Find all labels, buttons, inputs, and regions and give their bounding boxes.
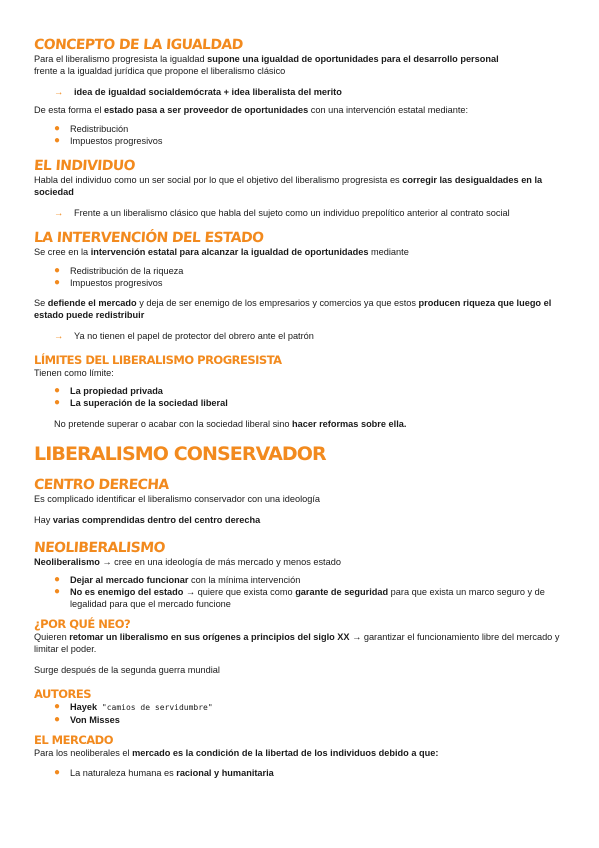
paragraph <box>34 104 565 116</box>
bold-text: retomar un liberalismo en sus orígenes a principios del siglo XX <box>69 632 350 642</box>
text: Impuestos progresivos <box>70 136 163 146</box>
text: para que exista un marco seguro y de legalidad para que el mercado funcione <box>70 587 545 609</box>
bold-text: intervención estatal para alcanzar la igualdad de oportunidades <box>90 247 369 257</box>
list-item <box>34 265 565 277</box>
heading-intervencion-estado: LA INTERVENCIÓN DEL ESTADO <box>33 230 264 246</box>
bold-text: mercado es la condición de la libertad de los individuos debido a que: <box>132 748 439 758</box>
text: con la mínima intervención <box>188 575 301 585</box>
bold-text: Von Misses <box>70 715 120 725</box>
text: → quiere que exista como <box>183 587 296 597</box>
bullet-icon: ● <box>54 701 61 712</box>
quote-text: "camios de servidumbre" <box>97 703 213 712</box>
bold-text: La propiedad privada <box>70 386 163 396</box>
paragraph <box>34 514 565 526</box>
bullet-icon: ● <box>54 714 61 725</box>
list-item <box>34 277 565 289</box>
heading-autores: AUTORES <box>34 687 91 701</box>
paragraph <box>34 297 565 321</box>
text: Se <box>34 298 48 308</box>
text: La naturaleza humana es <box>70 768 177 778</box>
list-item <box>34 701 565 714</box>
bold-text: La superación de la sociedad liberal <box>70 398 228 408</box>
bold-text: varias comprendidas dentro del centro derecha <box>52 515 261 525</box>
main-title: LIBERALISMO CONSERVADOR <box>34 443 326 465</box>
text: frente a la igualdad jurídica que propone el liberalismo clásico <box>34 66 286 76</box>
paragraph: Es complicado identificar el liberalismo conservador con una ideología <box>34 494 320 504</box>
text: Frente a un liberalismo clásico que habla del sujeto como un individuo prepolítico anterior al contrato social <box>74 208 510 218</box>
text: → cree en una ideología de más mercado y menos estado <box>99 557 341 567</box>
text: Habla del individuo como un ser social por lo que el objetivo del liberalismo progresista es <box>34 175 403 185</box>
bullet-list <box>34 265 565 289</box>
bold-text: hacer reformas sobre ella. <box>292 419 407 429</box>
text: Hay <box>34 515 53 525</box>
paragraph <box>34 53 565 77</box>
bullet-list <box>34 574 565 610</box>
heading-centro-derecha: CENTRO DERECHA <box>33 477 170 493</box>
list-item <box>34 397 565 409</box>
bold-text: garante de seguridad <box>295 587 389 597</box>
bullet-list <box>34 701 565 726</box>
text: De esta forma el <box>34 105 104 115</box>
bullet-list <box>34 123 565 147</box>
paragraph: Tienen como límite: <box>34 368 114 378</box>
bold-text: Dejar al mercado funcionar <box>70 575 189 585</box>
bullet-icon: ● <box>54 123 61 134</box>
bullet-icon: ● <box>54 135 61 146</box>
paragraph <box>34 418 565 430</box>
bold-text: No es enemigo del estado <box>70 587 184 597</box>
bullet-icon: ● <box>54 767 61 778</box>
bullet-icon: ● <box>54 265 61 276</box>
text: Redistribución de la riqueza <box>70 266 184 276</box>
bullet-list <box>34 767 565 779</box>
paragraph <box>34 246 565 258</box>
paragraph <box>34 631 565 655</box>
list-item <box>34 586 565 610</box>
text: Para los neoliberales el <box>34 748 133 758</box>
text: Redistribución <box>70 124 129 134</box>
bullet-icon: ● <box>54 574 61 585</box>
text: Quieren <box>34 632 70 642</box>
heading-neoliberalismo: NEOLIBERALISMO <box>33 540 166 556</box>
text: mediante <box>368 247 409 257</box>
text: Se cree en la <box>34 247 91 257</box>
heading-limites: LÍMITES DEL LIBERALISMO PROGRESISTA <box>34 353 282 367</box>
bold-text: defiende el mercado <box>47 298 137 308</box>
heading-concepto-igualdad: CONCEPTO DE LA IGUALDAD <box>33 37 244 53</box>
bold-text: corregir las desigualdades en la sociedad <box>34 175 543 197</box>
list-item <box>34 385 565 397</box>
list-item <box>34 135 565 147</box>
text: Impuestos progresivos <box>70 278 163 288</box>
arrow-icon: → <box>54 87 64 97</box>
paragraph <box>34 174 565 198</box>
arrow-note <box>34 86 565 98</box>
bold-text: Hayek <box>70 702 98 712</box>
bold-text: producen riqueza que luego el estado puede redistribuir <box>34 298 552 320</box>
paragraph <box>34 556 565 568</box>
list-item <box>34 123 565 135</box>
list-item <box>34 767 565 779</box>
arrow-note <box>34 207 565 219</box>
heading-por-que-neo: ¿POR QUÉ NEO? <box>34 617 131 631</box>
bold-text: idea de igualdad socialdemócrata + idea liberalista del merito <box>74 87 342 97</box>
bold-text: Neoliberalismo <box>34 557 100 567</box>
paragraph <box>34 747 565 759</box>
text: Para el liberalismo progresista la igualdad <box>34 54 208 64</box>
bullet-icon: ● <box>54 277 61 288</box>
text: → garantizar el funcionamiento libre del mercado y limitar el poder. <box>34 632 560 654</box>
heading-el-mercado: EL MERCADO <box>34 733 114 747</box>
bold-text: racional y humanitaria <box>176 768 274 778</box>
paragraph: Surge después de la segunda guerra mundial <box>34 665 220 675</box>
bullet-icon: ● <box>54 385 61 396</box>
bullet-icon: ● <box>54 586 61 597</box>
bullet-icon: ● <box>54 397 61 408</box>
bold-text: estado pasa a ser proveedor de oportunidades <box>103 105 309 115</box>
arrow-note <box>34 330 565 342</box>
arrow-icon: → <box>54 331 64 341</box>
bullet-list <box>34 385 565 409</box>
list-item <box>34 574 565 586</box>
list-item <box>34 714 565 726</box>
text: Ya no tienen el papel de protector del obrero ante el patrón <box>74 331 314 341</box>
heading-el-individuo: EL INDIVIDUO <box>33 158 136 174</box>
text: y deja de ser enemigo de los empresarios y comercios ya que estos <box>136 298 419 308</box>
arrow-icon: → <box>54 208 64 218</box>
bold-text: supone una igualdad de oportunidades para el desarrollo personal <box>207 54 499 64</box>
text: No pretende superar o acabar con la sociedad liberal sino <box>54 419 293 429</box>
text: con una intervención estatal mediante: <box>308 105 469 115</box>
